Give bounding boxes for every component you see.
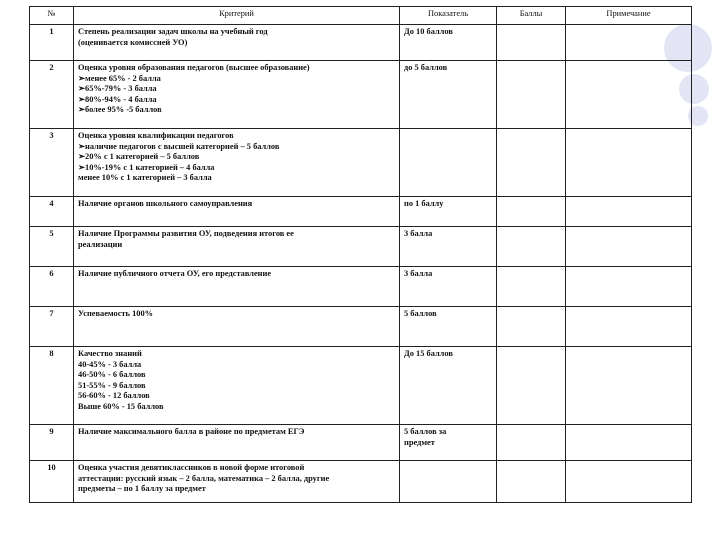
criterion-line: (оценивается комиссией УО) <box>78 37 188 47</box>
table-row <box>30 197 692 227</box>
criterion-line: 51-55% - 9 баллов <box>78 380 146 390</box>
table-row <box>30 267 692 307</box>
row-note[interactable] <box>566 227 692 267</box>
criterion-line: Наличие максимального балла в районе по предметам ЕГЭ <box>78 427 305 436</box>
row-points[interactable] <box>497 267 566 307</box>
row-criterion <box>74 267 400 307</box>
table-row <box>30 61 692 129</box>
row-points[interactable] <box>497 461 566 503</box>
row-points[interactable] <box>497 347 566 425</box>
criterion-line: реализации <box>78 239 123 249</box>
criterion-line: ➢80%-94% - 4 балла <box>78 94 157 104</box>
table-row <box>30 461 692 503</box>
row-indicator: до 5 баллов <box>400 61 497 129</box>
criteria-table <box>29 6 692 503</box>
row-points[interactable] <box>497 425 566 461</box>
header-note: Примечание <box>566 7 692 25</box>
table-body <box>30 25 692 503</box>
table-row <box>30 425 692 461</box>
criterion-line: ➢10%-19% с 1 категорией – 4 балла <box>78 162 215 172</box>
table-row <box>30 227 692 267</box>
criterion-line: ➢20% с 1 категорией – 5 баллов <box>78 152 200 162</box>
row-number: 4 <box>30 197 74 227</box>
row-note[interactable] <box>566 425 692 461</box>
row-indicator: 3 балла <box>400 267 497 307</box>
criterion-line: аттестации: русский язык – 2 балла, математика – 2 балла, другие <box>78 473 330 483</box>
row-number: 1 <box>30 25 74 61</box>
row-criterion <box>74 307 400 347</box>
criterion-line: Наличие публичного отчета ОУ, его представление <box>78 269 272 278</box>
row-criterion <box>74 197 400 227</box>
row-note[interactable] <box>566 197 692 227</box>
header-criterion: Критерий <box>74 7 400 25</box>
row-criterion <box>74 61 400 129</box>
criterion-line: менее 10% с 1 категорией – 3 балла <box>78 173 212 183</box>
criterion-line: Качество знаний <box>78 349 142 358</box>
row-indicator <box>400 129 497 197</box>
row-indicator: 5 баллов за предмет <box>400 425 497 461</box>
row-criterion <box>74 129 400 197</box>
row-criterion <box>74 347 400 425</box>
table-row <box>30 25 692 61</box>
row-indicator: по 1 баллу <box>400 197 497 227</box>
header-points: Баллы <box>497 7 566 25</box>
row-points[interactable] <box>497 61 566 129</box>
row-number: 10 <box>30 461 74 503</box>
row-indicator: До 10 баллов <box>400 25 497 61</box>
row-criterion <box>74 425 400 461</box>
row-indicator <box>400 461 497 503</box>
criterion-line: Оценка участия девятиклассников в новой форме итоговой <box>78 463 305 472</box>
row-criterion <box>74 25 400 61</box>
row-number: 9 <box>30 425 74 461</box>
header-num: № <box>30 7 74 25</box>
table-row <box>30 347 692 425</box>
row-points[interactable] <box>497 25 566 61</box>
row-points[interactable] <box>497 227 566 267</box>
row-indicator: 5 баллов <box>400 307 497 347</box>
table-header-row <box>30 7 692 25</box>
criterion-line: ➢65%-79% - 3 балла <box>78 84 157 94</box>
criterion-line: Успеваемость 100% <box>78 309 154 318</box>
row-criterion <box>74 461 400 503</box>
criterion-line: ➢менее 65% - 2 балла <box>78 73 161 83</box>
table-row <box>30 307 692 347</box>
row-points[interactable] <box>497 129 566 197</box>
header-indicator: Показатель <box>400 7 497 25</box>
criterion-line: 56-60% - 12 баллов <box>78 391 150 401</box>
criterion-line: Выше 60% - 15 баллов <box>78 401 164 411</box>
row-note[interactable] <box>566 61 692 129</box>
row-number: 6 <box>30 267 74 307</box>
criterion-line: Оценка уровня квалификации педагогов <box>78 131 234 140</box>
row-points[interactable] <box>497 307 566 347</box>
row-indicator: 3 балла <box>400 227 497 267</box>
row-indicator: До 15 баллов <box>400 347 497 425</box>
criterion-line: Наличие Программы развития ОУ, подведения итогов ее <box>78 229 294 238</box>
row-criterion <box>74 227 400 267</box>
criterion-line: предметы – по 1 баллу за предмет <box>78 484 206 494</box>
criterion-line: Степень реализации задач школы на учебный год <box>78 27 268 36</box>
criterion-line: 40-45% - 3 балла <box>78 359 142 369</box>
table-row <box>30 129 692 197</box>
criterion-line: Наличие органов школьного самоуправления <box>78 199 253 208</box>
row-number: 5 <box>30 227 74 267</box>
row-number: 3 <box>30 129 74 197</box>
row-note[interactable] <box>566 129 692 197</box>
row-number: 8 <box>30 347 74 425</box>
row-note[interactable] <box>566 267 692 307</box>
row-note[interactable] <box>566 307 692 347</box>
row-number: 7 <box>30 307 74 347</box>
row-note[interactable] <box>566 25 692 61</box>
criterion-line: ➢наличие педагогов с высшей категорией – 5 баллов <box>78 141 280 151</box>
criterion-line: Оценка уровня образования педагогов (высшее образование) <box>78 63 310 72</box>
row-number: 2 <box>30 61 74 129</box>
row-points[interactable] <box>497 197 566 227</box>
row-note[interactable] <box>566 461 692 503</box>
criterion-line: ➢более 95% -5 баллов <box>78 105 162 115</box>
criterion-line: 46-50% - 6 баллов <box>78 370 146 380</box>
row-note[interactable] <box>566 347 692 425</box>
